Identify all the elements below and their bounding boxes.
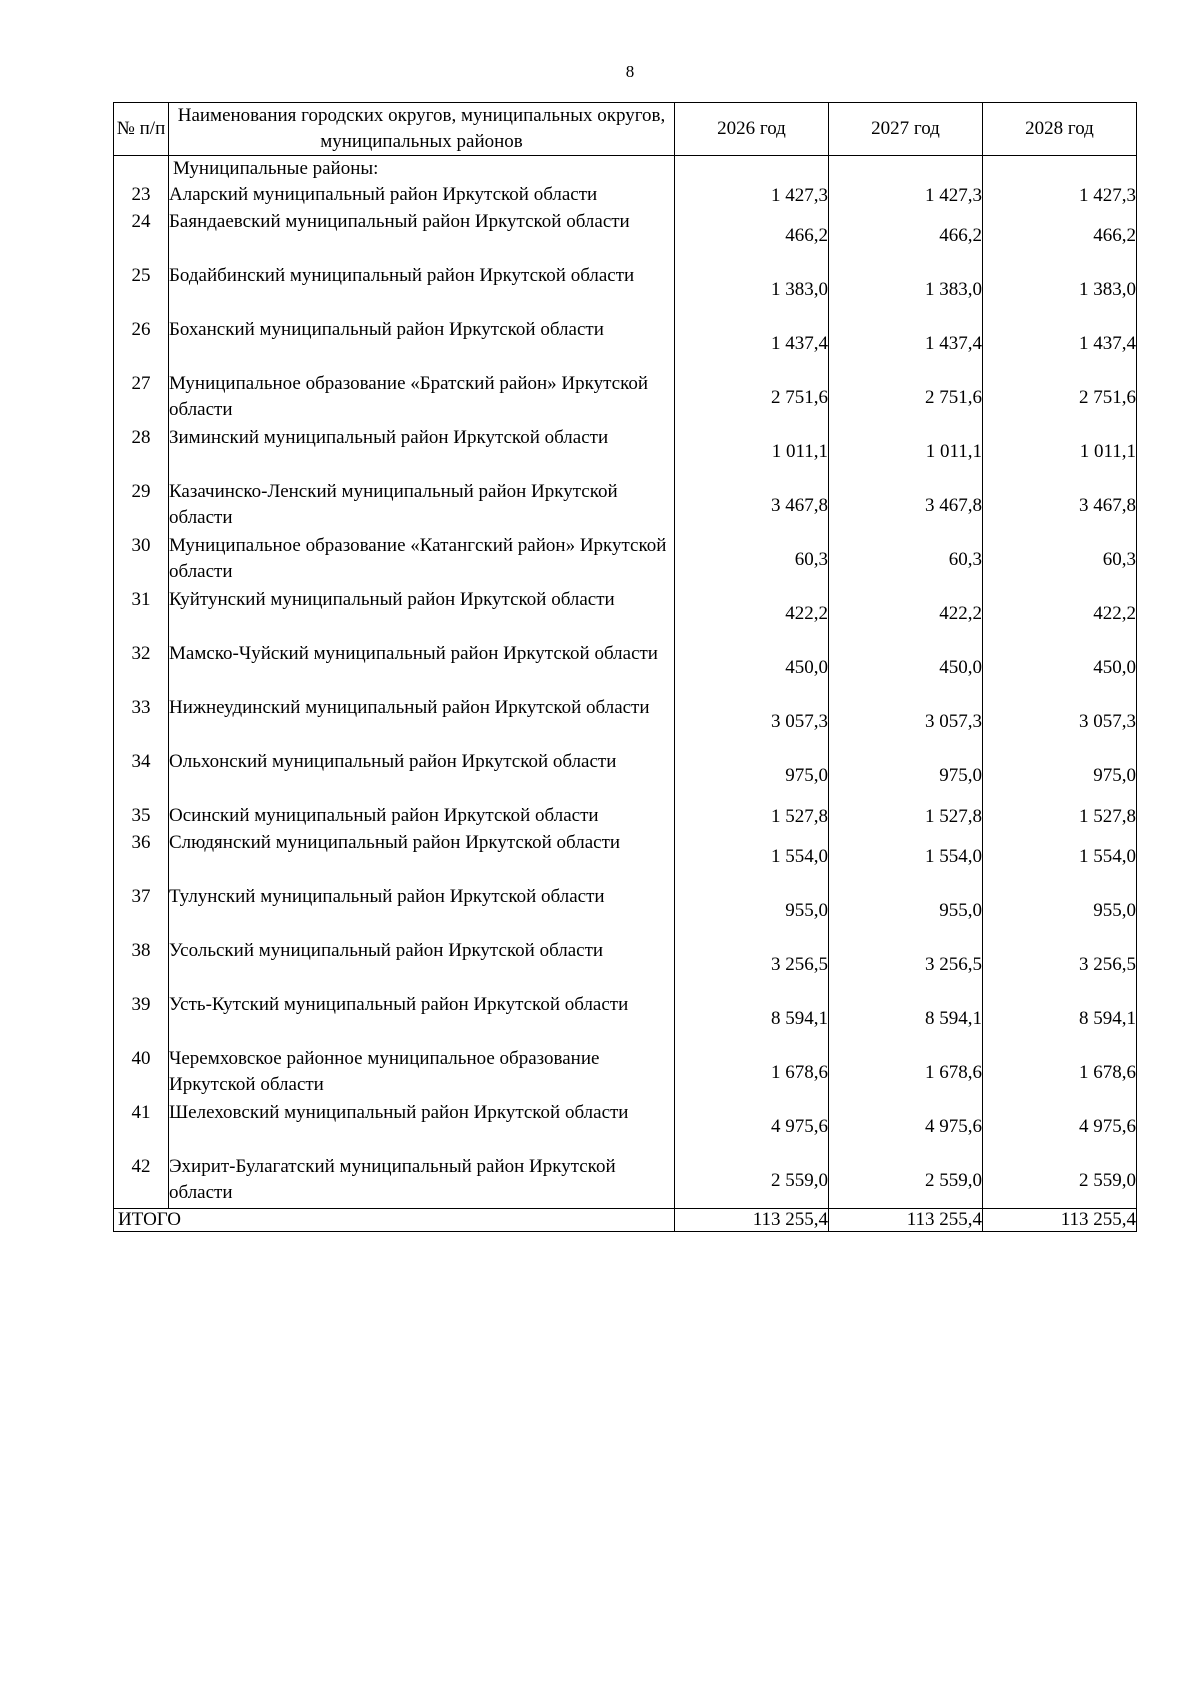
row-value-2027: 3 057,3 [829,695,983,749]
table-row [114,479,1137,533]
row-name: Осинский муниципальный район Иркутской области [169,803,675,830]
row-num: 29 [114,479,169,533]
row-value-2027: 422,2 [829,587,983,641]
row-num: 38 [114,938,169,992]
row-value-2026: 1 437,4 [675,317,829,371]
row-value-2028: 1 437,4 [983,317,1137,371]
row-num: 34 [114,749,169,803]
header-name: Наименования городских округов, муниципальных округов, муниципальных районов [169,103,675,156]
row-value-2027: 4 975,6 [829,1100,983,1154]
table-row [114,425,1137,479]
row-num: 27 [114,371,169,425]
row-num: 33 [114,695,169,749]
row-value-2027: 3 256,5 [829,938,983,992]
row-value-2026: 3 256,5 [675,938,829,992]
row-value-2028: 8 594,1 [983,992,1137,1046]
row-value-2028: 955,0 [983,884,1137,938]
row-name: Усть-Кутский муниципальный район Иркутской области [169,992,675,1046]
table-row [114,1100,1137,1154]
row-value-2028: 1 427,3 [983,182,1137,209]
row-value-2028: 466,2 [983,209,1137,263]
row-name: Мамско-Чуйский муниципальный район Иркутской области [169,641,675,695]
row-value-2027: 2 559,0 [829,1154,983,1209]
row-num: 36 [114,830,169,884]
table-row [114,587,1137,641]
total-row [114,1209,1137,1232]
row-value-2026: 1 527,8 [675,803,829,830]
table-row [114,209,1137,263]
row-value-2026: 1 383,0 [675,263,829,317]
table-row [114,695,1137,749]
group-empty-2026 [675,156,829,183]
row-value-2028: 2 559,0 [983,1154,1137,1209]
row-value-2027: 1 437,4 [829,317,983,371]
row-num: 42 [114,1154,169,1209]
row-value-2027: 3 467,8 [829,479,983,533]
row-num: 26 [114,317,169,371]
group-empty-2027 [829,156,983,183]
header-2028: 2028 год [983,103,1137,156]
table-row [114,749,1137,803]
row-value-2027: 1 383,0 [829,263,983,317]
row-value-2028: 2 751,6 [983,371,1137,425]
row-num: 23 [114,182,169,209]
row-num: 28 [114,425,169,479]
row-value-2027: 1 678,6 [829,1046,983,1100]
header-2027: 2027 год [829,103,983,156]
group-num-cell [114,156,169,183]
row-value-2027: 450,0 [829,641,983,695]
total-2028: 113 255,4 [983,1209,1137,1232]
row-value-2026: 1 427,3 [675,182,829,209]
row-value-2028: 1 678,6 [983,1046,1137,1100]
table-row [114,1154,1137,1209]
table-row [114,371,1137,425]
row-num: 30 [114,533,169,587]
row-num: 40 [114,1046,169,1100]
row-value-2028: 1 011,1 [983,425,1137,479]
row-value-2026: 466,2 [675,209,829,263]
row-value-2026: 1 554,0 [675,830,829,884]
row-value-2028: 3 467,8 [983,479,1137,533]
row-value-2026: 8 594,1 [675,992,829,1046]
row-num: 24 [114,209,169,263]
row-name: Муниципальное образование «Катангский район» Иркутской области [169,533,675,587]
row-value-2026: 4 975,6 [675,1100,829,1154]
row-num: 25 [114,263,169,317]
row-value-2028: 4 975,6 [983,1100,1137,1154]
table-row [114,533,1137,587]
table-row [114,263,1137,317]
row-value-2028: 450,0 [983,641,1137,695]
row-name: Нижнеудинский муниципальный район Иркутской области [169,695,675,749]
row-value-2026: 1 678,6 [675,1046,829,1100]
row-name: Аларский муниципальный район Иркутской области [169,182,675,209]
table-row [114,938,1137,992]
row-num: 41 [114,1100,169,1154]
row-value-2027: 60,3 [829,533,983,587]
row-name: Эхирит-Булагатский муниципальный район Иркутской области [169,1154,675,1209]
table-row [114,803,1137,830]
table-row [114,884,1137,938]
row-value-2027: 1 554,0 [829,830,983,884]
row-value-2026: 2 751,6 [675,371,829,425]
row-value-2027: 1 427,3 [829,182,983,209]
table-row [114,1046,1137,1100]
row-num: 39 [114,992,169,1046]
row-value-2028: 1 383,0 [983,263,1137,317]
page-number: 8 [625,62,635,81]
table-row [114,641,1137,695]
total-2027: 113 255,4 [829,1209,983,1232]
row-name: Черемховское районное муниципальное образование Иркутской области [169,1046,675,1100]
row-name: Усольский муниципальный район Иркутской области [169,938,675,992]
row-name: Муниципальное образование «Братский район» Иркутской области [169,371,675,425]
row-value-2028: 1 527,8 [983,803,1137,830]
table-row [114,182,1137,209]
table-header-row [114,103,1137,156]
row-value-2027: 975,0 [829,749,983,803]
row-name: Шелеховский муниципальный район Иркутской области [169,1100,675,1154]
row-name: Слюдянский муниципальный район Иркутской области [169,830,675,884]
row-num: 37 [114,884,169,938]
header-2026: 2026 год [675,103,829,156]
row-value-2028: 60,3 [983,533,1137,587]
header-num: № п/п [114,103,169,156]
row-name: Боханский муниципальный район Иркутской области [169,317,675,371]
row-name: Баяндаевский муниципальный район Иркутской области [169,209,675,263]
row-value-2028: 422,2 [983,587,1137,641]
table-row [114,992,1137,1046]
total-2026: 113 255,4 [675,1209,829,1232]
row-name: Куйтунский муниципальный район Иркутской области [169,587,675,641]
row-name: Ольхонский муниципальный район Иркутской области [169,749,675,803]
row-value-2027: 1 011,1 [829,425,983,479]
row-value-2027: 955,0 [829,884,983,938]
row-value-2028: 1 554,0 [983,830,1137,884]
row-name: Казачинско-Ленский муниципальный район Иркутской области [169,479,675,533]
row-num: 35 [114,803,169,830]
table-row [114,830,1137,884]
budget-table [113,102,1137,1232]
row-value-2026: 3 467,8 [675,479,829,533]
row-value-2026: 3 057,3 [675,695,829,749]
row-name: Бодайбинский муниципальный район Иркутской области [169,263,675,317]
row-value-2028: 3 057,3 [983,695,1137,749]
group-row [114,156,1137,183]
row-num: 31 [114,587,169,641]
group-empty-2028 [983,156,1137,183]
row-value-2027: 2 751,6 [829,371,983,425]
row-value-2026: 422,2 [675,587,829,641]
row-value-2027: 8 594,1 [829,992,983,1046]
row-value-2028: 3 256,5 [983,938,1137,992]
row-value-2026: 1 011,1 [675,425,829,479]
row-value-2026: 955,0 [675,884,829,938]
table-row [114,317,1137,371]
row-num: 32 [114,641,169,695]
row-value-2026: 975,0 [675,749,829,803]
total-label: ИТОГО [114,1209,675,1232]
row-name: Тулунский муниципальный район Иркутской области [169,884,675,938]
row-value-2027: 466,2 [829,209,983,263]
row-value-2026: 2 559,0 [675,1154,829,1209]
row-value-2027: 1 527,8 [829,803,983,830]
row-value-2028: 975,0 [983,749,1137,803]
row-value-2026: 60,3 [675,533,829,587]
row-name: Зиминский муниципальный район Иркутской области [169,425,675,479]
group-label: Муниципальные районы: [169,156,675,183]
row-value-2026: 450,0 [675,641,829,695]
